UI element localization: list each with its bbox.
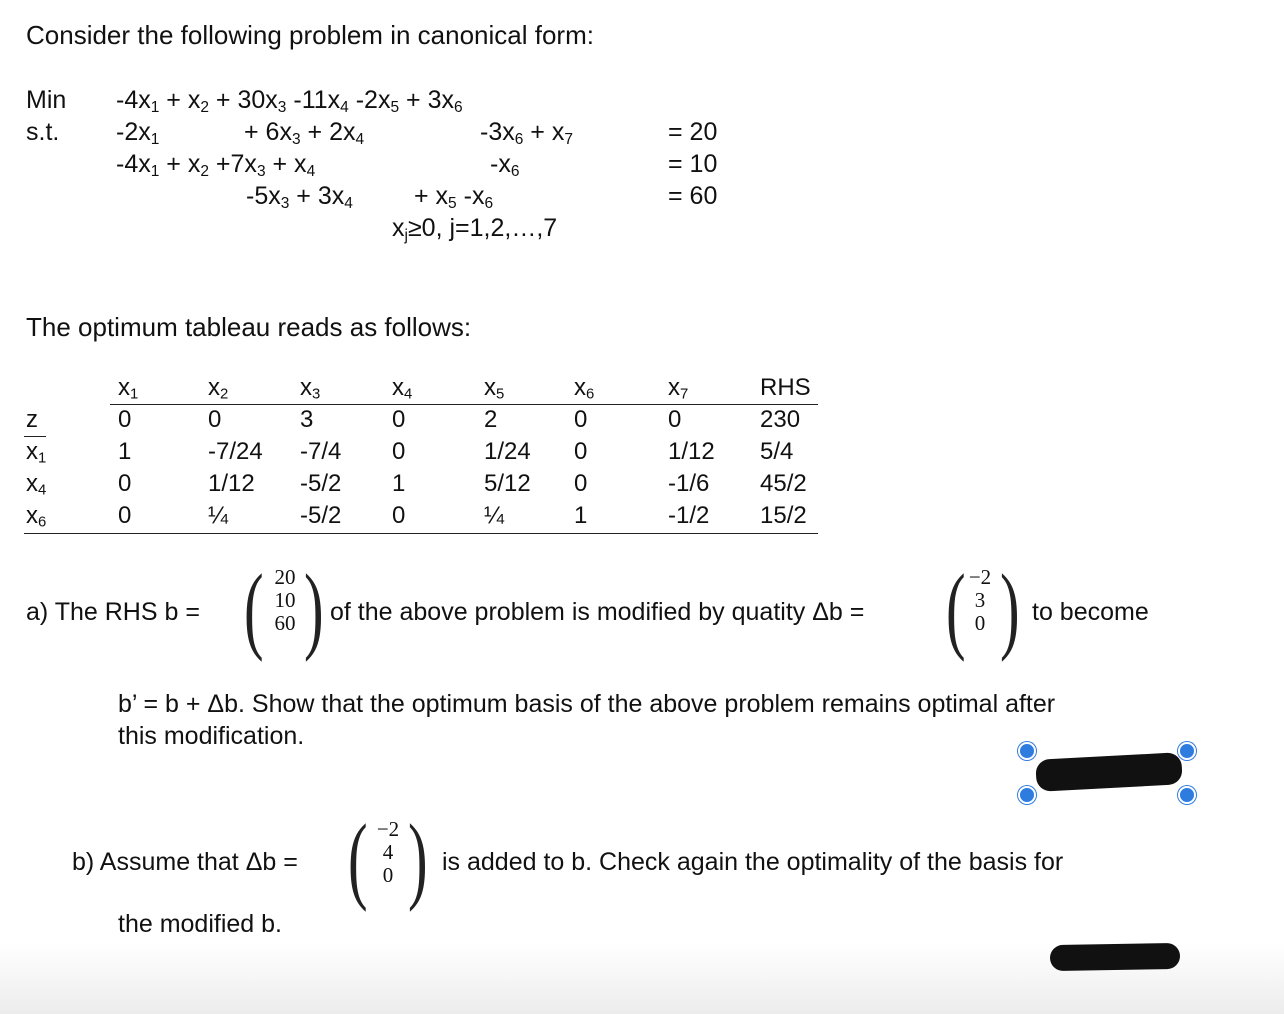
constraint-2-part-c: $-x_6$ (490, 150, 520, 180)
constraint-3-part-a: $-5x_3 + 3x_4$ (246, 182, 353, 212)
tableau-cell: -5/2 (300, 470, 342, 497)
b-vector-entry: 20 (274, 565, 296, 589)
tableau-cell: 1/24 (484, 438, 531, 465)
tableau-cell: 0 (118, 406, 132, 433)
delta-b-entry: 4 (382, 840, 394, 864)
tableau-row-label: $x_6$ (26, 502, 47, 531)
tableau-row-label: $x_4$ (26, 470, 47, 499)
tableau-cell: 1/12 (668, 438, 715, 465)
delta-b-entry: 0 (382, 863, 394, 887)
tableau-cell: 1/12 (208, 470, 255, 497)
st-label: s.t. (26, 118, 60, 146)
tableau-cell: 0 (574, 438, 588, 465)
tableau-intro-text: The optimum tableau reads as follows: (26, 312, 472, 342)
tableau-cell: 0 (392, 406, 406, 433)
constraint-1-part-b: + $6x_3 + 2x_4$ (244, 118, 365, 148)
left-paren: ( (348, 805, 368, 913)
selection-handle[interactable] (1018, 742, 1036, 760)
tableau-cell: 0 (574, 470, 588, 497)
tableau-cell: -7/4 (300, 438, 342, 465)
part-b-line-2: the modified b. (118, 910, 282, 938)
nonnegativity-constraint: $x_j\ge 0$, j=1,2,…,7 (392, 214, 558, 244)
right-paren: ) (1000, 555, 1020, 663)
right-paren: ) (408, 805, 428, 913)
constraint-3-rhs: = 60 (668, 182, 718, 210)
tableau-cell: 1 (392, 470, 406, 497)
tableau-cell: 1 (118, 438, 132, 465)
tableau-column-header: RHS (760, 374, 811, 401)
left-paren: ( (946, 555, 966, 663)
tableau-cell: 0 (208, 406, 222, 433)
tableau-cell: 2 (484, 406, 498, 433)
min-label: Min (26, 86, 67, 114)
constraint-2-part-a: $-4x_1 + x_2 +7x_3 + x_4$ (116, 150, 316, 180)
part-b-prefix: b) Assume that Δb = (72, 848, 298, 876)
constraint-1-rhs: = 20 (668, 118, 718, 146)
tableau-cell: -5/2 (300, 502, 342, 529)
constraint-3-part-b: + $x_5$ $-x_6$ (414, 182, 494, 212)
tableau-cell: 3 (300, 406, 314, 433)
part-b-suffix: is added to b. Check again the optimality of the basis for (442, 848, 1064, 876)
tableau-column-header: $x_7$ (668, 374, 689, 403)
constraint-2-rhs: = 10 (668, 150, 718, 178)
tableau-underline (24, 533, 818, 534)
part-a-middle: of the above problem is modified by quatity Δb = (330, 598, 865, 626)
tableau-cell: 5/12 (484, 470, 531, 497)
delta-b-entry: −2 (376, 817, 400, 841)
tableau-column-header: $x_5$ (484, 374, 505, 403)
tableau-column-header: $x_1$ (118, 374, 139, 403)
tableau-cell: 0 (118, 502, 132, 529)
tableau-cell: 5/4 (760, 438, 794, 465)
tableau-cell: 0 (392, 502, 406, 529)
tableau-cell: 230 (760, 406, 801, 433)
part-a-line-2: b’ = b + Δb. Show that the optimum basis of the above problem remains optimal after (118, 690, 1056, 718)
part-a-suffix: to become (1032, 598, 1149, 626)
tableau-column-header: $x_6$ (574, 374, 595, 403)
tableau-row-label: z (26, 406, 38, 433)
b-vector-entry: 60 (274, 611, 296, 635)
delta-b-entry: 3 (974, 588, 986, 612)
delta-b-values (370, 818, 406, 887)
selection-handle[interactable] (1018, 786, 1036, 804)
part-a-prefix: a) The RHS b = (26, 598, 200, 626)
selection-handle[interactable] (1178, 786, 1196, 804)
tableau-cell: 1 (574, 502, 588, 529)
constraint-1-part-a: $-2x_1$ (116, 118, 160, 148)
tableau-cell: 15/2 (760, 502, 807, 529)
tableau-underline (24, 436, 46, 437)
part-a-line-3: this modification. (118, 722, 305, 750)
intro-text: Consider the following problem in canonical form: (26, 20, 594, 50)
tableau-column-header: $x_2$ (208, 374, 229, 403)
right-paren: ) (304, 555, 324, 663)
redaction-scribble-selection[interactable] (1020, 744, 1190, 798)
tableau-cell: -1/6 (668, 470, 710, 497)
tableau-cell: 0 (574, 406, 588, 433)
tableau-column-header: $x_3$ (300, 374, 321, 403)
tableau-cell: -7/24 (208, 438, 263, 465)
delta-b-entry: 0 (974, 611, 986, 635)
tableau-cell: 45/2 (760, 470, 807, 497)
tableau-underline (110, 404, 818, 405)
redaction-scribble (1035, 752, 1182, 792)
tableau-row-label: $x_1$ (26, 438, 47, 467)
constraint-1-part-c: $-3x_6 + x_7$ (480, 118, 573, 148)
tableau-cell: -1/2 (668, 502, 710, 529)
tableau-cell: 0 (392, 438, 406, 465)
tableau-cell: 0 (118, 470, 132, 497)
delta-b-entry: −2 (968, 565, 992, 589)
left-paren: ( (244, 555, 264, 663)
redaction-scribble (1050, 943, 1180, 971)
tableau-column-header: $x_4$ (392, 374, 413, 403)
delta-b-values (964, 566, 996, 635)
objective-function: $-4x_1 + x_2 + 30x_3$ $-11x_4$ $-2x_5 + 3x_6$ (116, 86, 463, 116)
tableau-cell: ¼ (484, 502, 505, 529)
b-vector-values (268, 566, 302, 635)
b-vector-entry: 10 (274, 588, 296, 612)
tableau-cell: 0 (668, 406, 682, 433)
tableau-cell: ¼ (208, 502, 229, 529)
selection-handle[interactable] (1178, 742, 1196, 760)
